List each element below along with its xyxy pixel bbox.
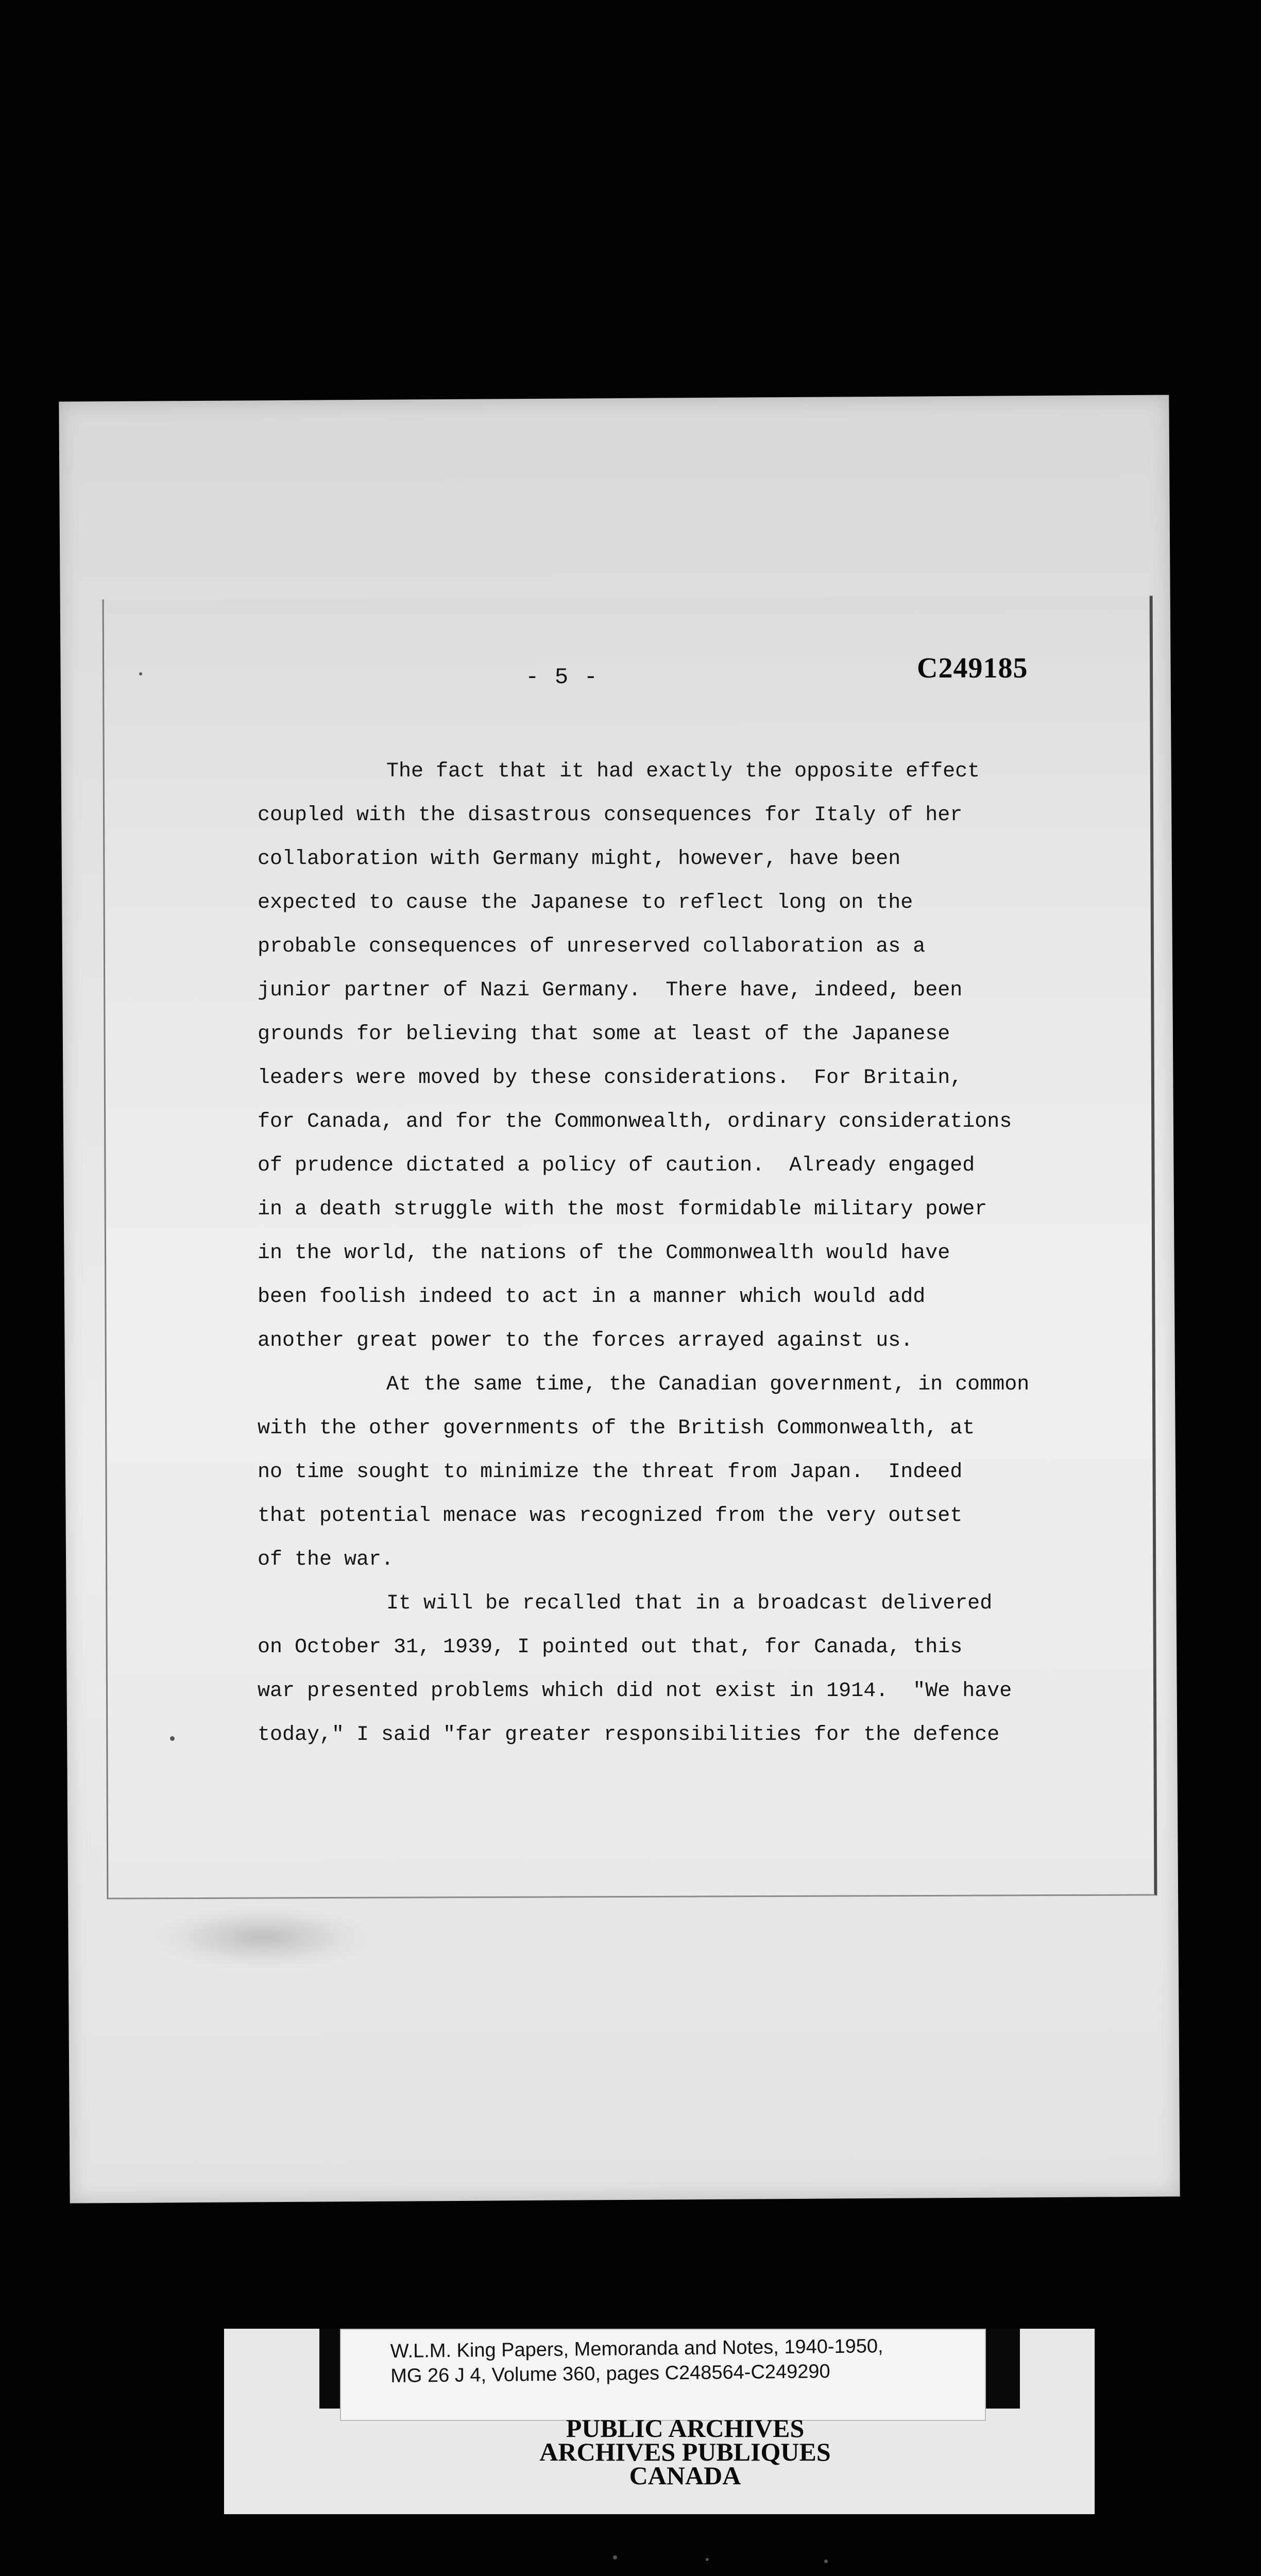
smudge-mark: [155, 1906, 371, 1968]
text-line: in the world, the nations of the Commonwealth would have: [258, 1242, 950, 1265]
text-line: today," I said "far greater responsibilities for the defence: [258, 1723, 1000, 1747]
text-line: with the other governments of the British Commonwealth, at: [258, 1417, 975, 1440]
text-line: no time sought to minimize the threat from Japan. Indeed: [258, 1461, 963, 1484]
archive-stamp-line: ARCHIVES PUBLIQUES: [539, 2437, 831, 2466]
archive-stamp: [505, 2414, 865, 2490]
archive-stamp-line: CANADA: [629, 2461, 741, 2490]
text-line: expected to cause the Japanese to reflect long on the: [258, 891, 913, 914]
text-line: junior partner of Nazi Germany. There have, indeed, been: [258, 979, 963, 1002]
scan-speck: [613, 2555, 617, 2560]
reference-number: C249185: [917, 652, 1028, 684]
page-number: - 5 -: [525, 665, 599, 690]
text-line: At the same time, the Canadian government, in common: [386, 1373, 1030, 1396]
text-line: of the war.: [258, 1548, 394, 1571]
text-line: collaboration with Germany might, however, have been: [258, 848, 901, 871]
text-line: coupled with the disastrous consequences for Italy of her: [258, 804, 963, 827]
text-line: for Canada, and for the Commonwealth, ordinary considerations: [258, 1110, 1012, 1133]
scan-speck: [824, 2560, 828, 2563]
text-line: been foolish indeed to act in a manner which would add: [258, 1285, 926, 1309]
text-line: of prudence dictated a policy of caution. Already engaged: [258, 1154, 975, 1177]
archive-stamp-line: PUBLIC ARCHIVES: [566, 2414, 805, 2443]
citation-text: [390, 2334, 884, 2388]
scan-speck: [706, 2558, 709, 2561]
text-line: war presented problems which did not exist in 1914. "We have: [258, 1680, 1012, 1703]
text-line: It will be recalled that in a broadcast delivered: [386, 1592, 993, 1615]
scan-speck: [170, 1736, 175, 1741]
citation-line: W.L.M. King Papers, Memoranda and Notes, 1940-1950,: [390, 2335, 883, 2363]
text-line: The fact that it had exactly the opposite effect: [386, 760, 980, 783]
text-line: another great power to the forces arrayed against us.: [258, 1329, 913, 1352]
text-line: leaders were moved by these considerations. For Britain,: [258, 1066, 963, 1090]
text-line: grounds for believing that some at least of the Japanese: [258, 1023, 950, 1046]
text-line: probable consequences of unreserved collaboration as a: [258, 935, 926, 958]
scan-speck: [139, 672, 142, 675]
text-line: that potential menace was recognized from the very outset: [258, 1504, 963, 1528]
citation-line: MG 26 J 4, Volume 360, pages C248564-C249290: [390, 2361, 830, 2387]
text-line: on October 31, 1939, I pointed out that, for Canada, this: [258, 1636, 963, 1659]
body-text: [258, 750, 1092, 1757]
text-line: in a death struggle with the most formidable military power: [258, 1198, 987, 1221]
